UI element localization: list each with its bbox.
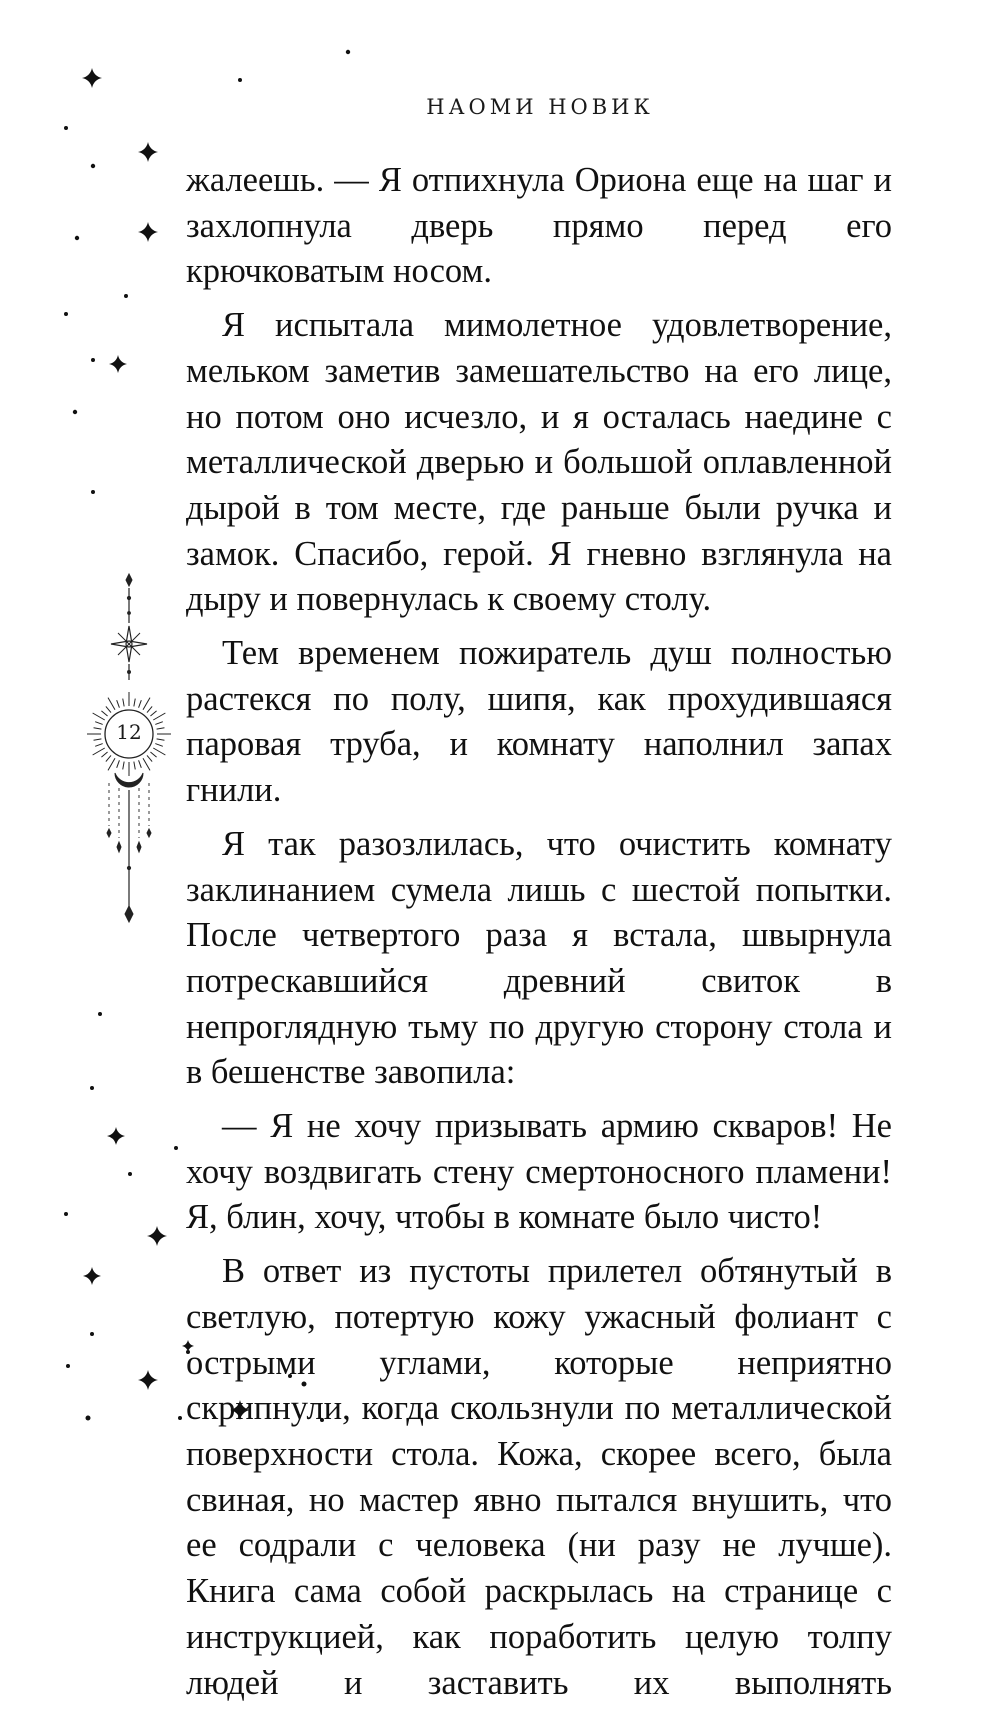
dot-star-icon: [90, 1332, 94, 1336]
dot-star-icon: [238, 78, 242, 82]
paragraph: Я так разозлилась, что очистить комнату заклинанием сумела лишь с шестой попытки. После четвертого раза я встала, швырнула потрескавшийся древний свиток в непроглядную тьму по другую сторону стола и в бешенстве завопила:: [186, 824, 892, 1092]
sparkle-star-icon: [138, 1370, 158, 1390]
dot-star-icon: [174, 1146, 178, 1150]
sparkle-star-icon: [109, 355, 127, 373]
dot-star-icon: [346, 50, 350, 54]
sparkle-star-icon: [147, 1226, 167, 1246]
dot-star-icon: [124, 294, 128, 298]
paragraph: Я испытала мимолетное удовлетворение, мельком заметив замешательство на его лице, но потом оно исчезло, и я осталась наедине с металлической дверью и большой оплавленной дырой в том месте, где раньше были ручка и замок. Спасибо, герой. Я гневно взглянула на дыру и повернулась к своему столу.: [186, 306, 892, 619]
paragraph: жалеешь. — Я отпихнула Ориона еще на шаг и захлопнула дверь прямо перед его крючковатым носом.: [186, 161, 892, 291]
running-header: НАОМИ НОВИК: [426, 95, 654, 119]
dot-star-icon: [75, 236, 79, 240]
dot-star-icon: [64, 126, 68, 130]
dot-star-icon: [73, 410, 77, 414]
dot-star-icon: [128, 1172, 132, 1176]
sparkle-star-icon: [107, 1127, 125, 1145]
dot-star-icon: [98, 1012, 102, 1016]
sparkle-star-icon: [83, 1267, 101, 1285]
folio-ornament-icon: [85, 568, 173, 933]
body-text: [186, 158, 892, 1714]
paragraph: Тем временем пожиратель душ полностью растекся по полу, шипя, как прохудившаяся паровая труба, и комнату наполнил запах гнили.: [186, 634, 892, 810]
dot-star-icon: [91, 358, 95, 362]
sparkle-star-icon: [82, 68, 102, 88]
sparkle-star-icon: [138, 142, 158, 162]
page-number: 12: [116, 720, 142, 744]
dot-star-icon: [86, 1416, 91, 1421]
paragraph: — Я не хочу призывать армию скваров! Не хочу воздвигать стену смертоносного пламени! Я, блин, хочу, чтобы в комнате было чисто!: [186, 1107, 892, 1237]
paragraph: В ответ из пустоты прилетел обтянутый в светлую, потертую кожу ужасный фолиант с острыми углами, которые неприятно скрипнули, когда скользнули по металлической поверхности стола. Кожа, скорее всего, была свиная, но мастер явно пытался внушить, что ее содрали с человека (ни разу не лучше). Книга сама собой раскрылась на странице с инструкцией, как поработить целую толпу людей и заставить их выполнять: [186, 1252, 892, 1702]
dot-star-icon: [91, 490, 95, 494]
dot-star-icon: [66, 1364, 70, 1368]
sparkle-star-icon: [138, 222, 158, 242]
dot-star-icon: [64, 312, 68, 316]
dot-star-icon: [64, 1212, 68, 1216]
dot-star-icon: [90, 1086, 94, 1090]
dot-star-icon: [91, 164, 95, 168]
dot-star-icon: [178, 1416, 182, 1420]
